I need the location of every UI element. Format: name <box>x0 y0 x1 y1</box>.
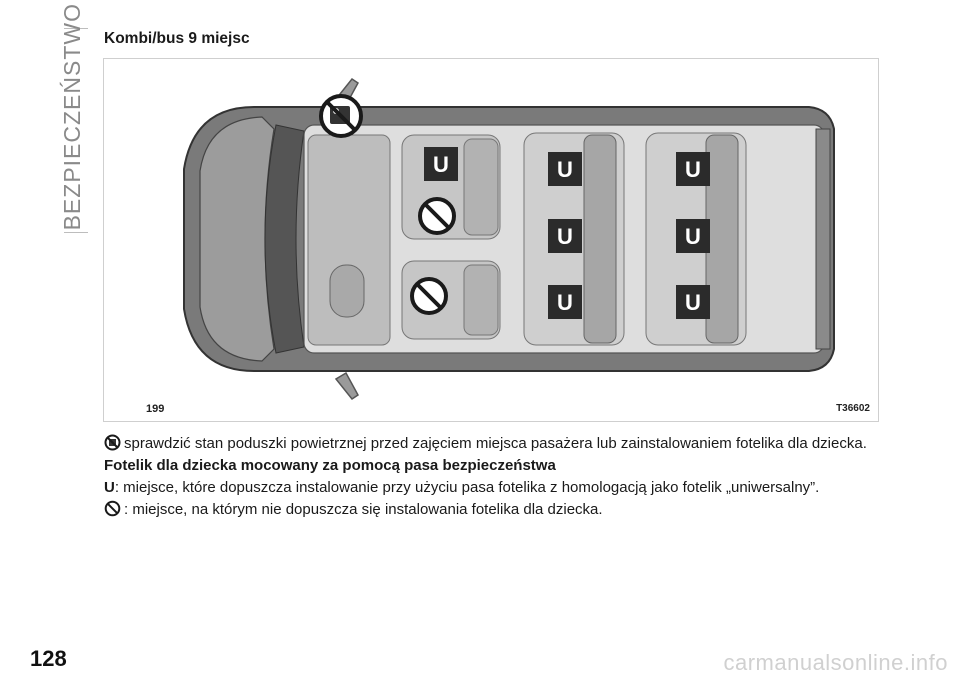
no-child-seat-icon <box>412 279 446 313</box>
svg-text:U: U <box>557 157 573 182</box>
u-seat-badge <box>676 219 710 253</box>
no-seat-legend <box>104 500 603 520</box>
svg-text:U: U <box>557 290 573 315</box>
figure-number: 199 <box>146 403 165 415</box>
steering-wheel <box>330 265 364 317</box>
legend-subheading: Fotelik dla dziecka mocowany za pomocą pasa bezpieczeństwa <box>104 457 556 474</box>
u-seat-badge <box>548 285 582 319</box>
section-rule-bottom <box>64 232 88 233</box>
front-bench-backrest <box>464 139 498 235</box>
van-hood <box>200 117 274 361</box>
rear-doors <box>816 129 830 349</box>
u-seat-badge <box>424 147 458 181</box>
page-number: 128 <box>30 646 67 671</box>
van-seat-diagram <box>103 58 879 422</box>
third-row-backrest <box>706 135 738 343</box>
svg-text:U: U <box>557 224 573 249</box>
u-seat-badge <box>676 285 710 319</box>
no-child-seat-icon <box>104 500 121 517</box>
second-row-backrest <box>584 135 616 343</box>
driver-backrest <box>464 265 498 335</box>
no-child-seat-icon <box>420 199 454 233</box>
airbag-legend <box>104 434 867 454</box>
u-legend-label: U <box>104 479 115 496</box>
no-seat-legend-text: : miejsce, na którym nie dopuszcza się instalowania fotelika dla dziecka. <box>124 501 603 518</box>
section-title-text: BEZPIECZEŃSTWO <box>58 2 85 230</box>
u-seat-badge <box>548 219 582 253</box>
airbag-legend-text: sprawdzić stan poduszki powietrznej przed zajęciem miejsca pasażera lub zainstalowaniem fotelika dla dziecka. <box>124 435 867 452</box>
svg-text:U: U <box>433 152 449 177</box>
airbag-warning-icon <box>104 434 121 451</box>
section-title <box>56 2 88 230</box>
svg-text:U: U <box>685 290 701 315</box>
page-heading: Kombi/bus 9 miejsc <box>104 30 250 47</box>
figure-code: T36602 <box>836 403 870 414</box>
svg-text:U: U <box>685 157 701 182</box>
u-legend <box>104 478 819 498</box>
watermark: carmanualsonline.info <box>723 650 948 675</box>
van-top-view-illustration <box>104 59 878 421</box>
u-seat-badge <box>548 152 582 186</box>
u-legend-text: : miejsce, które dopuszcza instalowanie przy użyciu pasa fotelika z homologacją jako fotelik „uniwersalny”. <box>114 479 820 496</box>
svg-text:U: U <box>685 224 701 249</box>
airbag-warning-icon <box>321 96 361 136</box>
mirror-bottom <box>336 373 358 399</box>
u-seat-badge <box>676 152 710 186</box>
